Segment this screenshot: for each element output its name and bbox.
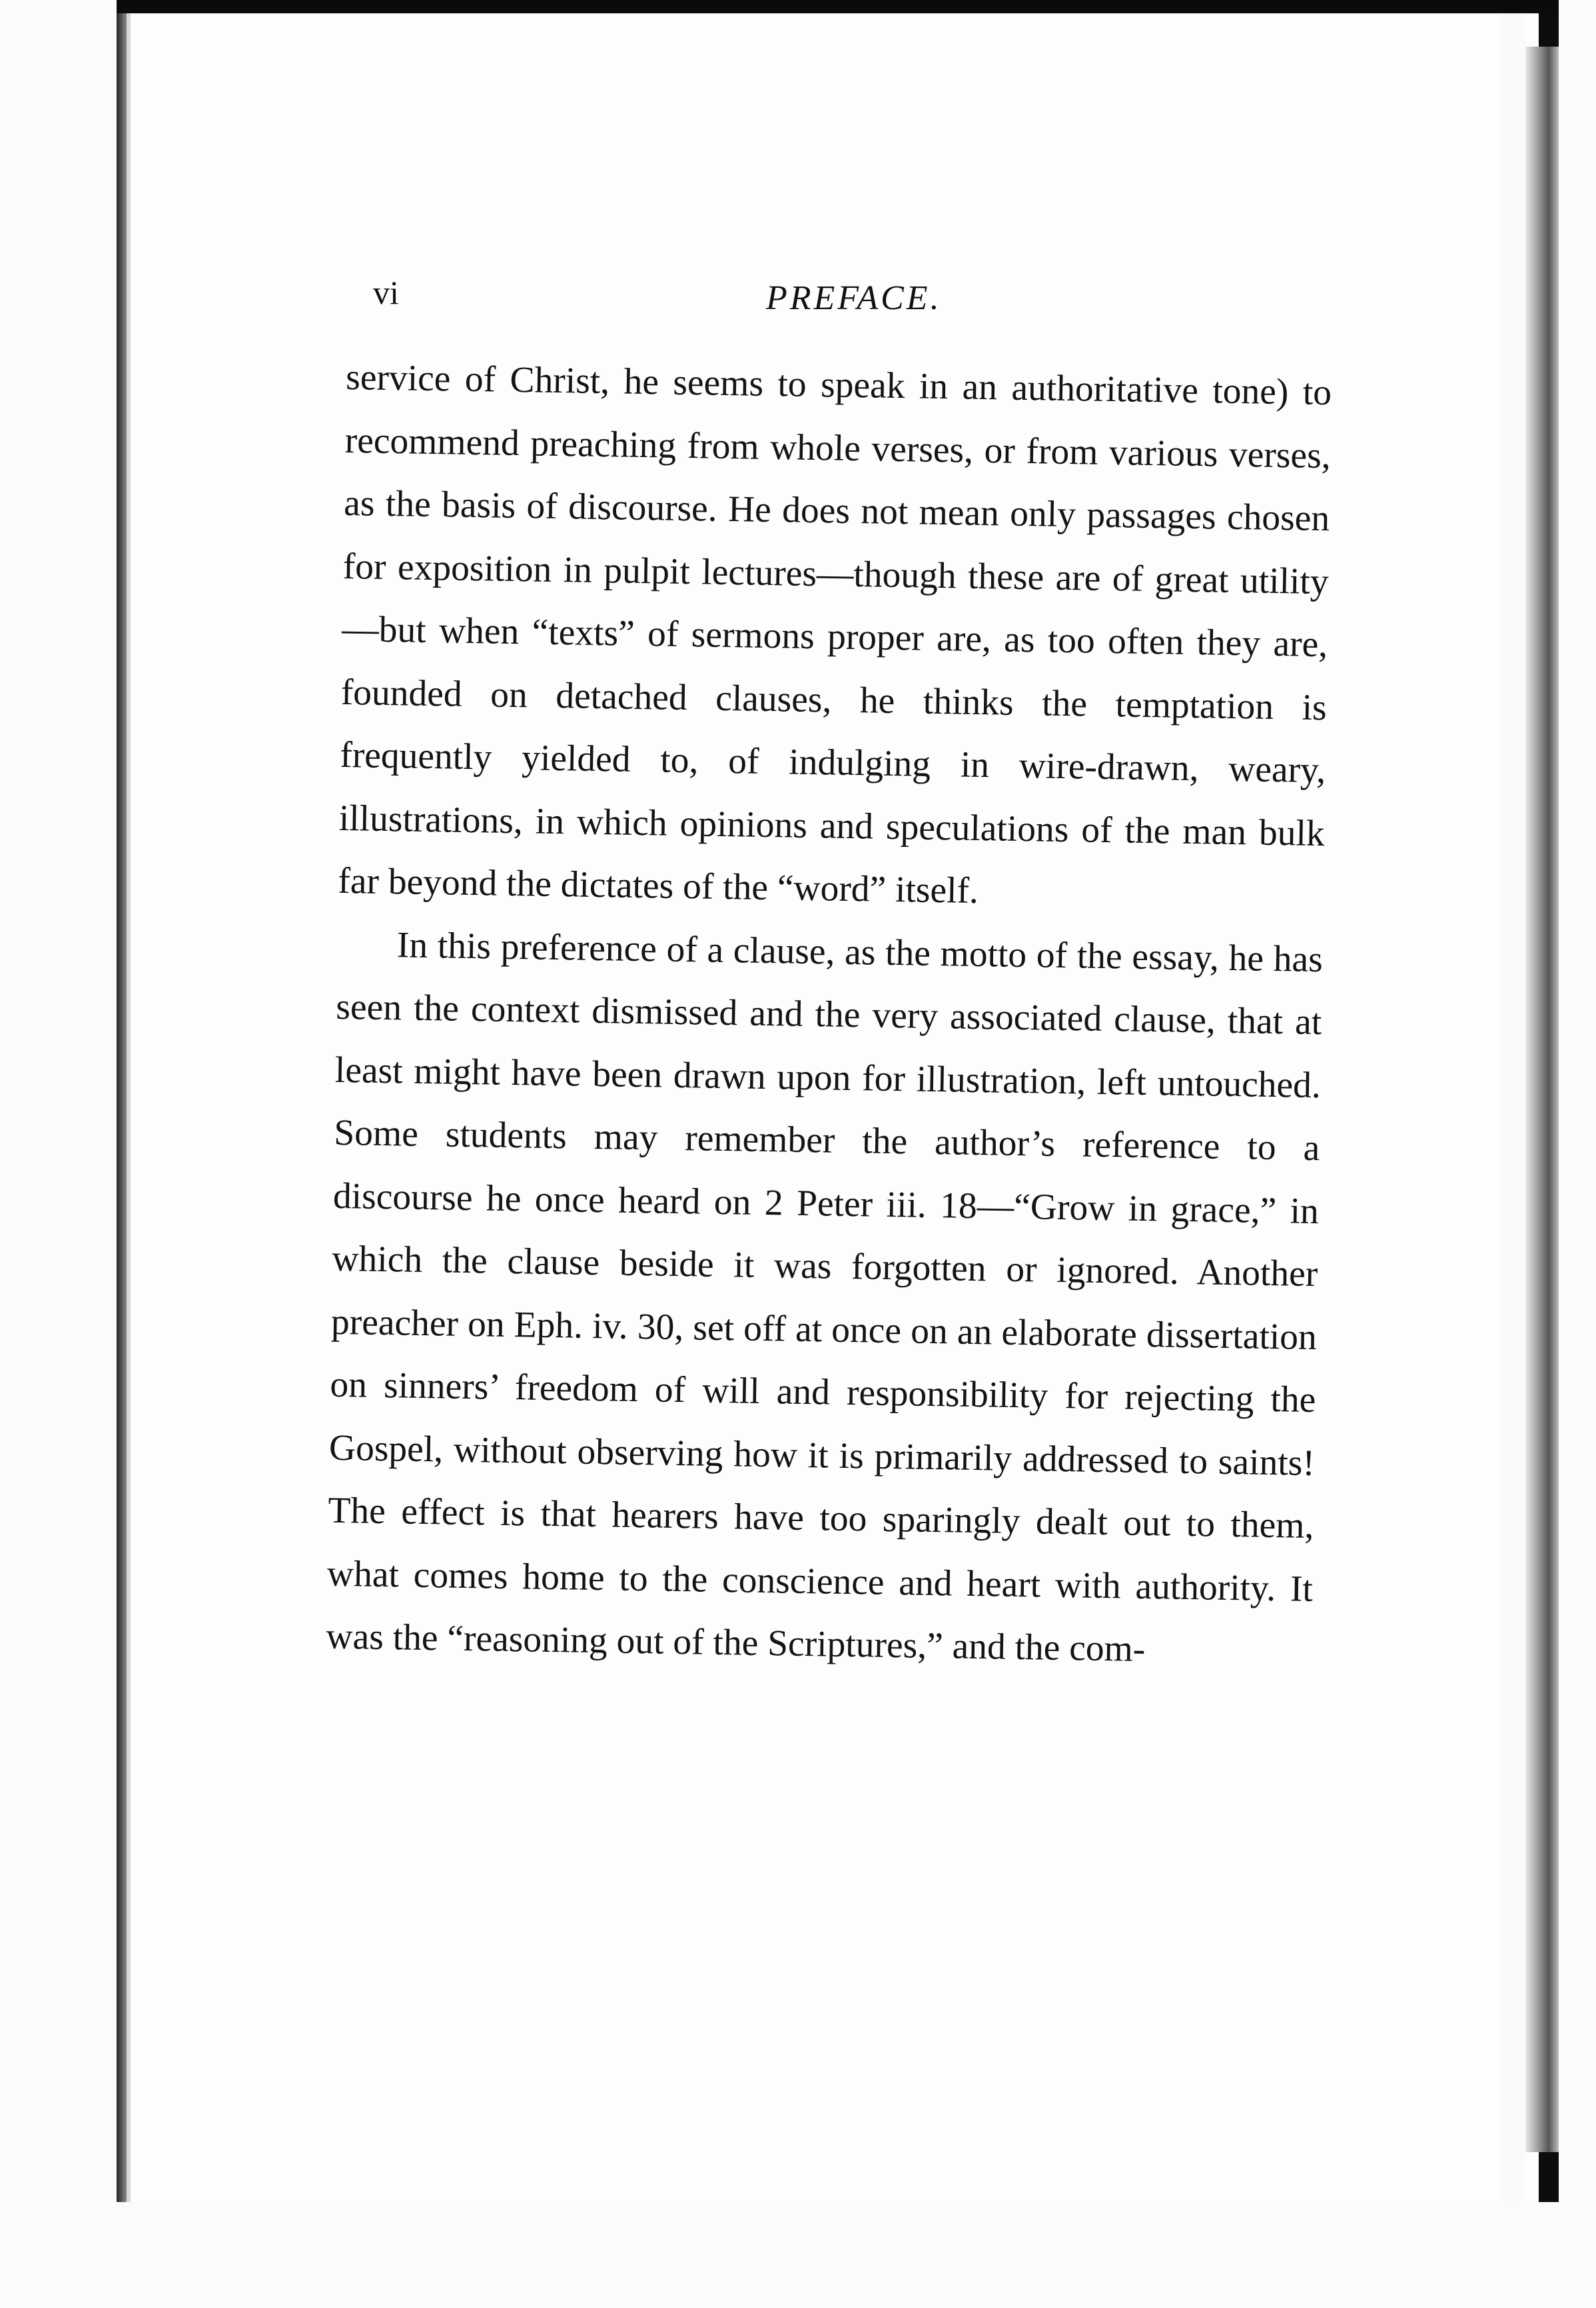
scan-left-margin: [0, 0, 117, 2308]
paragraph-1: service of Christ, he seems to speak in an authoritative tone) to recommend preaching from whole verses, or from various verses, as the basis of discourse. He does not mean only passages chosen for exposition in pulpit lectures—though these are of great utility—but when “texts” of sermons proper are, as too often they are, founded on detached clauses, he thinks the temptation is frequently yielded to, of indulging in wire-drawn, weary, illustrations, in which opinions and speculations of the man bulk far beyond the dictates of the “word” itself.: [337, 356, 1332, 912]
paragraph-2: In this preference of a clause, as the motto of the essay, he has seen the context dismissed and the very associated clause, that at least might have been drawn upon for illustration, left untouched. Some students may remember the author’s reference to a discourse he once heard on 2 Peter iii. 18—“Grow in grace,” in which the clause beside it was forgotten or ignored. Another preacher on Eph. iv. 30, set off at once on an elaborate dissertation on sinners’ freedom of will and responsibility for rejecting the Gospel, without observing how it is primarily addressed to saints! The effect is that hearers have too sparingly dealt out to them, what comes home to the conscience and heart with authority. It was the “reasoning out of the Scriptures,” and the com-: [326, 924, 1324, 1670]
page-number: vi: [373, 274, 399, 311]
page-header: [373, 273, 1505, 333]
page-fore-edge: [1525, 47, 1559, 2152]
body-text: [326, 346, 1332, 1684]
running-title: PREFACE.: [766, 279, 942, 317]
scan-right-margin: [1559, 0, 1596, 2308]
scan-top-border: [0, 0, 1596, 15]
scan-bottom-margin: [0, 2202, 1596, 2308]
page-right-margin: [1499, 13, 1525, 2205]
